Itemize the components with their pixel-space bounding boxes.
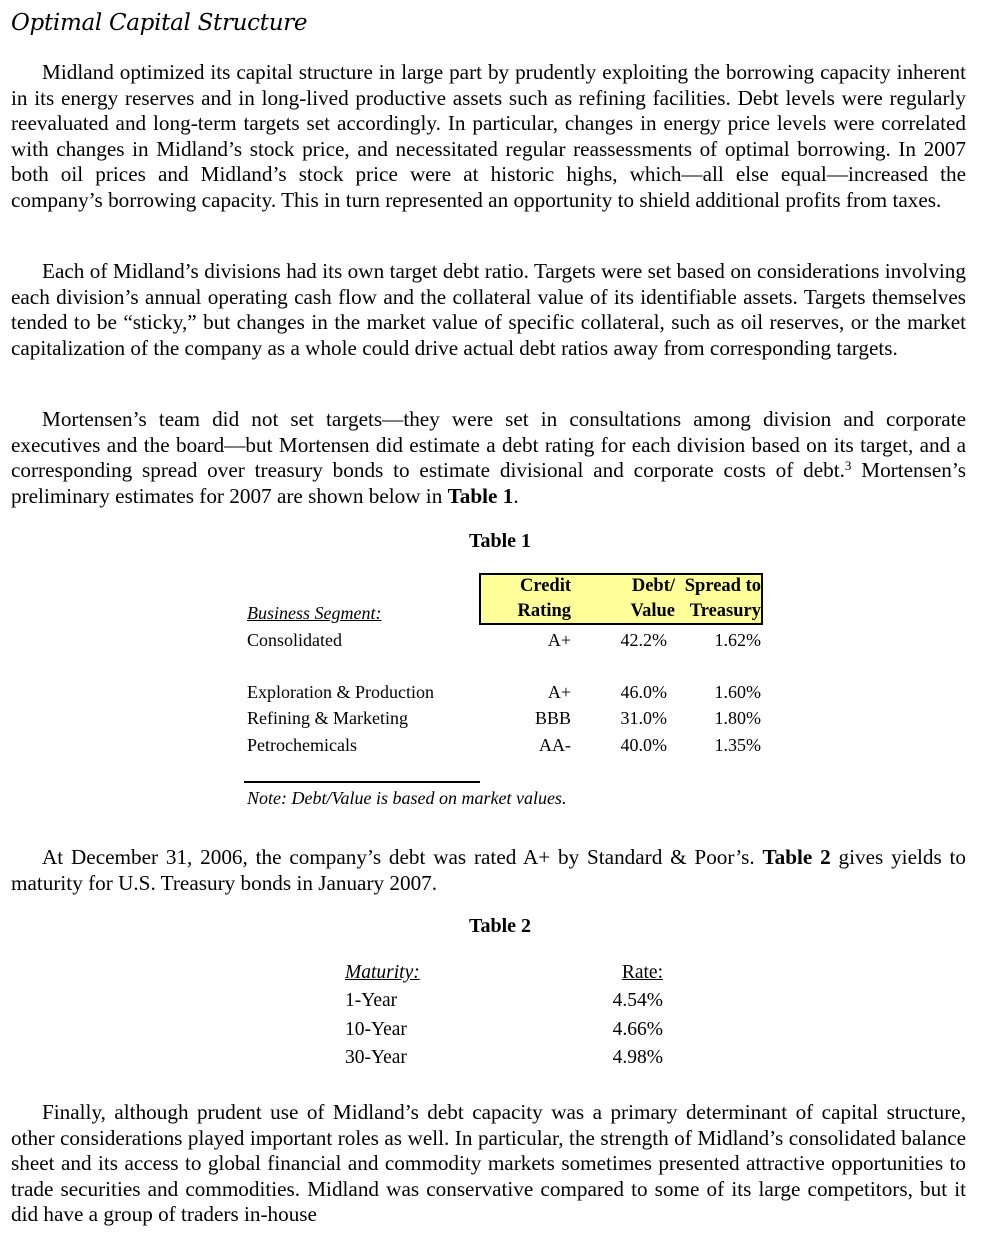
paragraph-5: Finally, although prudent use of Midland’s debt capacity was a primary determinant of capital structure, other considerations played important roles as well. In particular, the strength of Midland’s consolidated balance sheet and its access to global financial and commodity markets sometimes presented attractive opportunities to trade securities and commodities. Midland was conservative compared to some of its large competitors, but it did have a group of traders in-house	[11, 1100, 966, 1227]
row-spread: 1.60%	[714, 682, 761, 702]
footnote-marker[interactable]: 3	[844, 458, 852, 474]
paragraph-2: Each of Midland’s divisions had its own target debt ratio. Targets were set based on considerations involving each division’s annual operating cash flow and the collateral value of its identifiable assets. Targets themselves tended to be “sticky,” but changes in the market value of specific collateral, such as oil reserves, or the market capitalization of the company as a whole could drive actual debt ratios away from corresponding targets.	[11, 259, 966, 360]
paragraph-1: Midland optimized its capital structure in large part by prudently exploiting the borrowing capacity inherent in its energy reserves and in long-lived productive assets such as refining facilities. Debt levels were regularly reevaluated and long-term targets set accordingly. In particular, changes in energy price levels were correlated with changes in Midland’s stock price, and necessitated regular reassessments of optimal borrowing. In 2007 both oil prices and Midland’s stock price were at historic highs, which—all else equal—increased the company’s borrowing capacity. This in turn represented an opportunity to shield additional profits from taxes.	[11, 60, 966, 212]
col-credit-line2: Rating	[517, 601, 571, 621]
section-heading: Optimal Capital Structure	[11, 10, 308, 36]
col-spread-line2: Treasury	[689, 601, 761, 621]
col-spread-line1: Spread to	[684, 576, 761, 596]
row-rating: A+	[547, 682, 571, 702]
row-debt: 31.0%	[620, 708, 667, 728]
table1-caption: Table 1	[469, 530, 532, 552]
row-consolidated-rating: A+	[547, 630, 571, 650]
note-divider	[244, 781, 480, 783]
maturity-cell: 10-Year	[345, 1019, 407, 1040]
table1-reference: Table 1	[447, 483, 514, 508]
row-consolidated-spread: 1.62%	[714, 630, 761, 650]
table2-caption: Table 2	[469, 915, 532, 937]
col-rate: Rate:	[621, 962, 663, 983]
paragraph-4: At December 31, 2006, the company’s debt was rated A+ by Standard & Poor’s. Table 2 gives yields to maturity for U.S. Treasury bonds in January 2007.	[11, 845, 966, 895]
row-consolidated-debt: 42.2%	[620, 630, 667, 650]
row-segment: Exploration & Production	[247, 682, 434, 702]
col-debt-line1: Debt/	[631, 576, 675, 596]
maturity-cell: 1-Year	[345, 990, 398, 1011]
row-segment: Petrochemicals	[247, 735, 357, 755]
maturity-cell: 30-Year	[345, 1047, 407, 1068]
row-rating: BBB	[534, 708, 571, 728]
col-maturity: Maturity:	[345, 962, 420, 983]
row-debt: 46.0%	[620, 682, 667, 702]
row-rating: AA-	[539, 735, 571, 755]
rate-cell: 4.98%	[612, 1047, 663, 1068]
row-segment: Refining & Marketing	[247, 708, 408, 728]
row-spread: 1.35%	[714, 735, 761, 755]
paragraph-3: Mortensen’s team did not set targets—they were set in consultations among division and corporate executives and the board—but Mortensen did estimate a debt rating for each division based on its target, and a corresponding spread over treasury bonds to estimate divisional and corporate costs of debt.$^3$ Mortensen’s preliminary estimates for 2007 are shown below in Table 1.	[11, 407, 966, 508]
rate-cell: 4.54%	[612, 990, 663, 1011]
rate-cell: 4.66%	[612, 1019, 663, 1040]
col-debt-line2: Value	[630, 601, 675, 621]
row-debt: 40.0%	[620, 735, 667, 755]
col-credit-line1: Credit	[519, 576, 571, 596]
row-spread: 1.80%	[714, 708, 761, 728]
table2-reference: Table 2	[762, 845, 831, 869]
table1-note: Note: Debt/Value is based on market values.	[247, 788, 567, 808]
row-consolidated-segment: Consolidated	[247, 630, 342, 650]
row-header-business-segment: Business Segment:	[247, 603, 382, 623]
